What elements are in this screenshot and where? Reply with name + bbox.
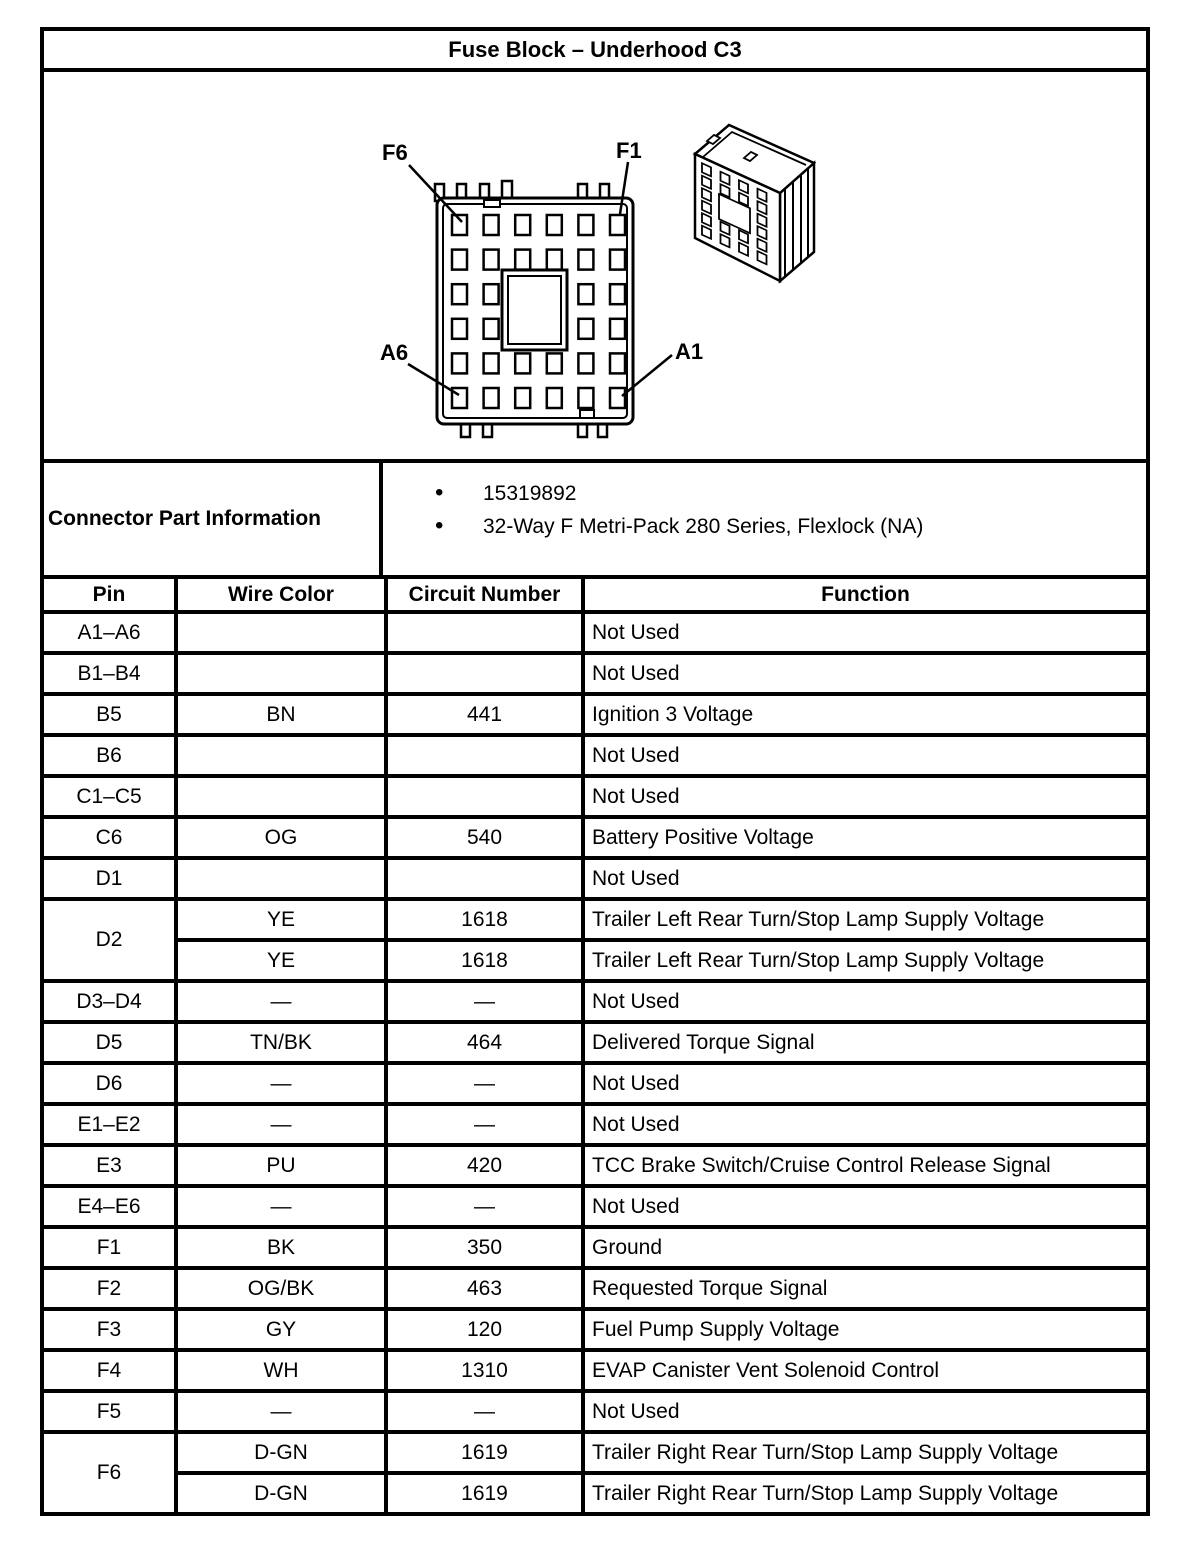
circuit-number-cell: 1619 <box>386 1432 583 1473</box>
pin-cell: D1 <box>44 858 176 899</box>
table-row <box>44 1309 1146 1350</box>
wire-color-cell: TN/BK <box>176 1022 386 1063</box>
connector-part-information-label: Connector Part Information <box>44 463 383 575</box>
function-cell: Not Used <box>583 1104 1146 1145</box>
function-cell: Ignition 3 Voltage <box>583 694 1146 735</box>
function-cell: Requested Torque Signal <box>583 1268 1146 1309</box>
circuit-number-cell <box>386 653 583 694</box>
wire-color-cell: YE <box>176 940 386 981</box>
table-row <box>44 653 1146 694</box>
function-cell: TCC Brake Switch/Cruise Control Release Signal <box>583 1145 1146 1186</box>
pin-label-a6: A6 <box>380 340 409 365</box>
connector-part-information-row <box>44 463 1146 579</box>
function-cell: Not Used <box>583 981 1146 1022</box>
pin-label-f6: F6 <box>382 140 408 165</box>
wire-color-cell: BK <box>176 1227 386 1268</box>
circuit-number-cell: — <box>386 981 583 1022</box>
function-cell: Trailer Right Rear Turn/Stop Lamp Supply Voltage <box>583 1473 1146 1512</box>
table-row <box>44 1391 1146 1432</box>
function-cell: Trailer Right Rear Turn/Stop Lamp Supply Voltage <box>583 1432 1146 1473</box>
function-cell: Not Used <box>583 1391 1146 1432</box>
wire-color-cell: YE <box>176 899 386 940</box>
pin-cell: C1–C5 <box>44 776 176 817</box>
wire-color-cell: PU <box>176 1145 386 1186</box>
pin-cell: D6 <box>44 1063 176 1104</box>
pin-cell: B5 <box>44 694 176 735</box>
circuit-number-cell <box>386 858 583 899</box>
connector-part-information-values <box>383 463 1146 575</box>
circuit-number-cell: 1618 <box>386 899 583 940</box>
table-row <box>44 735 1146 776</box>
circuit-number-cell <box>386 735 583 776</box>
function-cell: Battery Positive Voltage <box>583 817 1146 858</box>
circuit-number-cell: 420 <box>386 1145 583 1186</box>
pin-cell: E4–E6 <box>44 1186 176 1227</box>
table-row <box>44 817 1146 858</box>
wire-color-cell: OG <box>176 817 386 858</box>
wire-color-cell: — <box>176 981 386 1022</box>
table-row <box>44 694 1146 735</box>
part-number: • 15319892 <box>383 477 1146 510</box>
wire-color-cell: — <box>176 1104 386 1145</box>
header-pin: Pin <box>44 579 176 612</box>
circuit-number-cell: 350 <box>386 1227 583 1268</box>
pin-cell: F1 <box>44 1227 176 1268</box>
circuit-number-cell: 1619 <box>386 1473 583 1512</box>
wire-color-cell <box>176 858 386 899</box>
connector-diagram-svg <box>44 72 1146 459</box>
circuit-number-cell: 120 <box>386 1309 583 1350</box>
header-wire-color: Wire Color <box>176 579 386 612</box>
circuit-number-cell: 1310 <box>386 1350 583 1391</box>
wire-color-cell: WH <box>176 1350 386 1391</box>
table-row <box>44 1063 1146 1104</box>
table-row <box>44 1432 1146 1473</box>
circuit-number-cell: — <box>386 1391 583 1432</box>
pin-cell: F4 <box>44 1350 176 1391</box>
pin-cell: A1–A6 <box>44 612 176 653</box>
pinout-table <box>44 579 1146 1512</box>
pin-cell: D3–D4 <box>44 981 176 1022</box>
pin-cell: E3 <box>44 1145 176 1186</box>
table-row <box>44 612 1146 653</box>
pin-cell: F5 <box>44 1391 176 1432</box>
center-keyway <box>502 270 567 350</box>
pin-cell: D5 <box>44 1022 176 1063</box>
pin-cell: F2 <box>44 1268 176 1309</box>
function-cell: Not Used <box>583 1063 1146 1104</box>
connector-iso-view <box>695 125 814 281</box>
pin-cell: F6 <box>44 1432 176 1512</box>
circuit-number-cell: 540 <box>386 817 583 858</box>
pin-cell: C6 <box>44 817 176 858</box>
wire-color-cell: OG/BK <box>176 1268 386 1309</box>
table-row <box>44 776 1146 817</box>
circuit-number-cell: 464 <box>386 1022 583 1063</box>
pin-cell: F3 <box>44 1309 176 1350</box>
table-row <box>44 1268 1146 1309</box>
circuit-number-cell <box>386 612 583 653</box>
wire-color-cell <box>176 735 386 776</box>
circuit-number-cell: 441 <box>386 694 583 735</box>
function-cell: Trailer Left Rear Turn/Stop Lamp Supply Voltage <box>583 899 1146 940</box>
header-function: Function <box>583 579 1146 612</box>
connector-series: • 32-Way F Metri-Pack 280 Series, Flexlock (NA) <box>383 510 1146 543</box>
table-row <box>44 899 1146 940</box>
connector-document <box>40 27 1150 1516</box>
circuit-number-cell: — <box>386 1063 583 1104</box>
page-title: Fuse Block – Underhood C3 <box>44 31 1146 72</box>
circuit-number-cell: 463 <box>386 1268 583 1309</box>
wire-color-cell: BN <box>176 694 386 735</box>
function-cell: EVAP Canister Vent Solenoid Control <box>583 1350 1146 1391</box>
table-row <box>44 1350 1146 1391</box>
connector-diagram <box>44 72 1146 463</box>
function-cell: Not Used <box>583 1186 1146 1227</box>
function-cell: Delivered Torque Signal <box>583 1022 1146 1063</box>
pin-label-a1: A1 <box>675 339 704 364</box>
function-cell: Trailer Left Rear Turn/Stop Lamp Supply Voltage <box>583 940 1146 981</box>
pin-cell: D2 <box>44 899 176 981</box>
table-row <box>44 1186 1146 1227</box>
table-row <box>44 981 1146 1022</box>
table-header-row <box>44 579 1146 612</box>
wire-color-cell <box>176 612 386 653</box>
header-circuit-number: Circuit Number <box>386 579 583 612</box>
wire-color-cell: D-GN <box>176 1473 386 1512</box>
table-row <box>44 940 1146 981</box>
function-cell: Fuel Pump Supply Voltage <box>583 1309 1146 1350</box>
wire-color-cell <box>176 653 386 694</box>
pin-cell: B1–B4 <box>44 653 176 694</box>
circuit-number-cell: 1618 <box>386 940 583 981</box>
table-row <box>44 858 1146 899</box>
function-cell: Not Used <box>583 776 1146 817</box>
wire-color-cell: — <box>176 1186 386 1227</box>
pin-cell: E1–E2 <box>44 1104 176 1145</box>
pin-cell: B6 <box>44 735 176 776</box>
wire-color-cell: D-GN <box>176 1432 386 1473</box>
pinout-table-body <box>44 612 1146 1512</box>
table-row <box>44 1145 1146 1186</box>
table-row <box>44 1473 1146 1512</box>
table-row <box>44 1227 1146 1268</box>
function-cell: Not Used <box>583 612 1146 653</box>
function-cell: Ground <box>583 1227 1146 1268</box>
table-row <box>44 1022 1146 1063</box>
wire-color-cell: — <box>176 1391 386 1432</box>
table-row <box>44 1104 1146 1145</box>
circuit-number-cell: — <box>386 1186 583 1227</box>
function-cell: Not Used <box>583 735 1146 776</box>
function-cell: Not Used <box>583 858 1146 899</box>
circuit-number-cell: — <box>386 1104 583 1145</box>
connector-front-view <box>408 162 672 437</box>
wire-color-cell <box>176 776 386 817</box>
pin-label-f1: F1 <box>616 138 642 163</box>
function-cell: Not Used <box>583 653 1146 694</box>
wire-color-cell: GY <box>176 1309 386 1350</box>
wire-color-cell: — <box>176 1063 386 1104</box>
circuit-number-cell <box>386 776 583 817</box>
